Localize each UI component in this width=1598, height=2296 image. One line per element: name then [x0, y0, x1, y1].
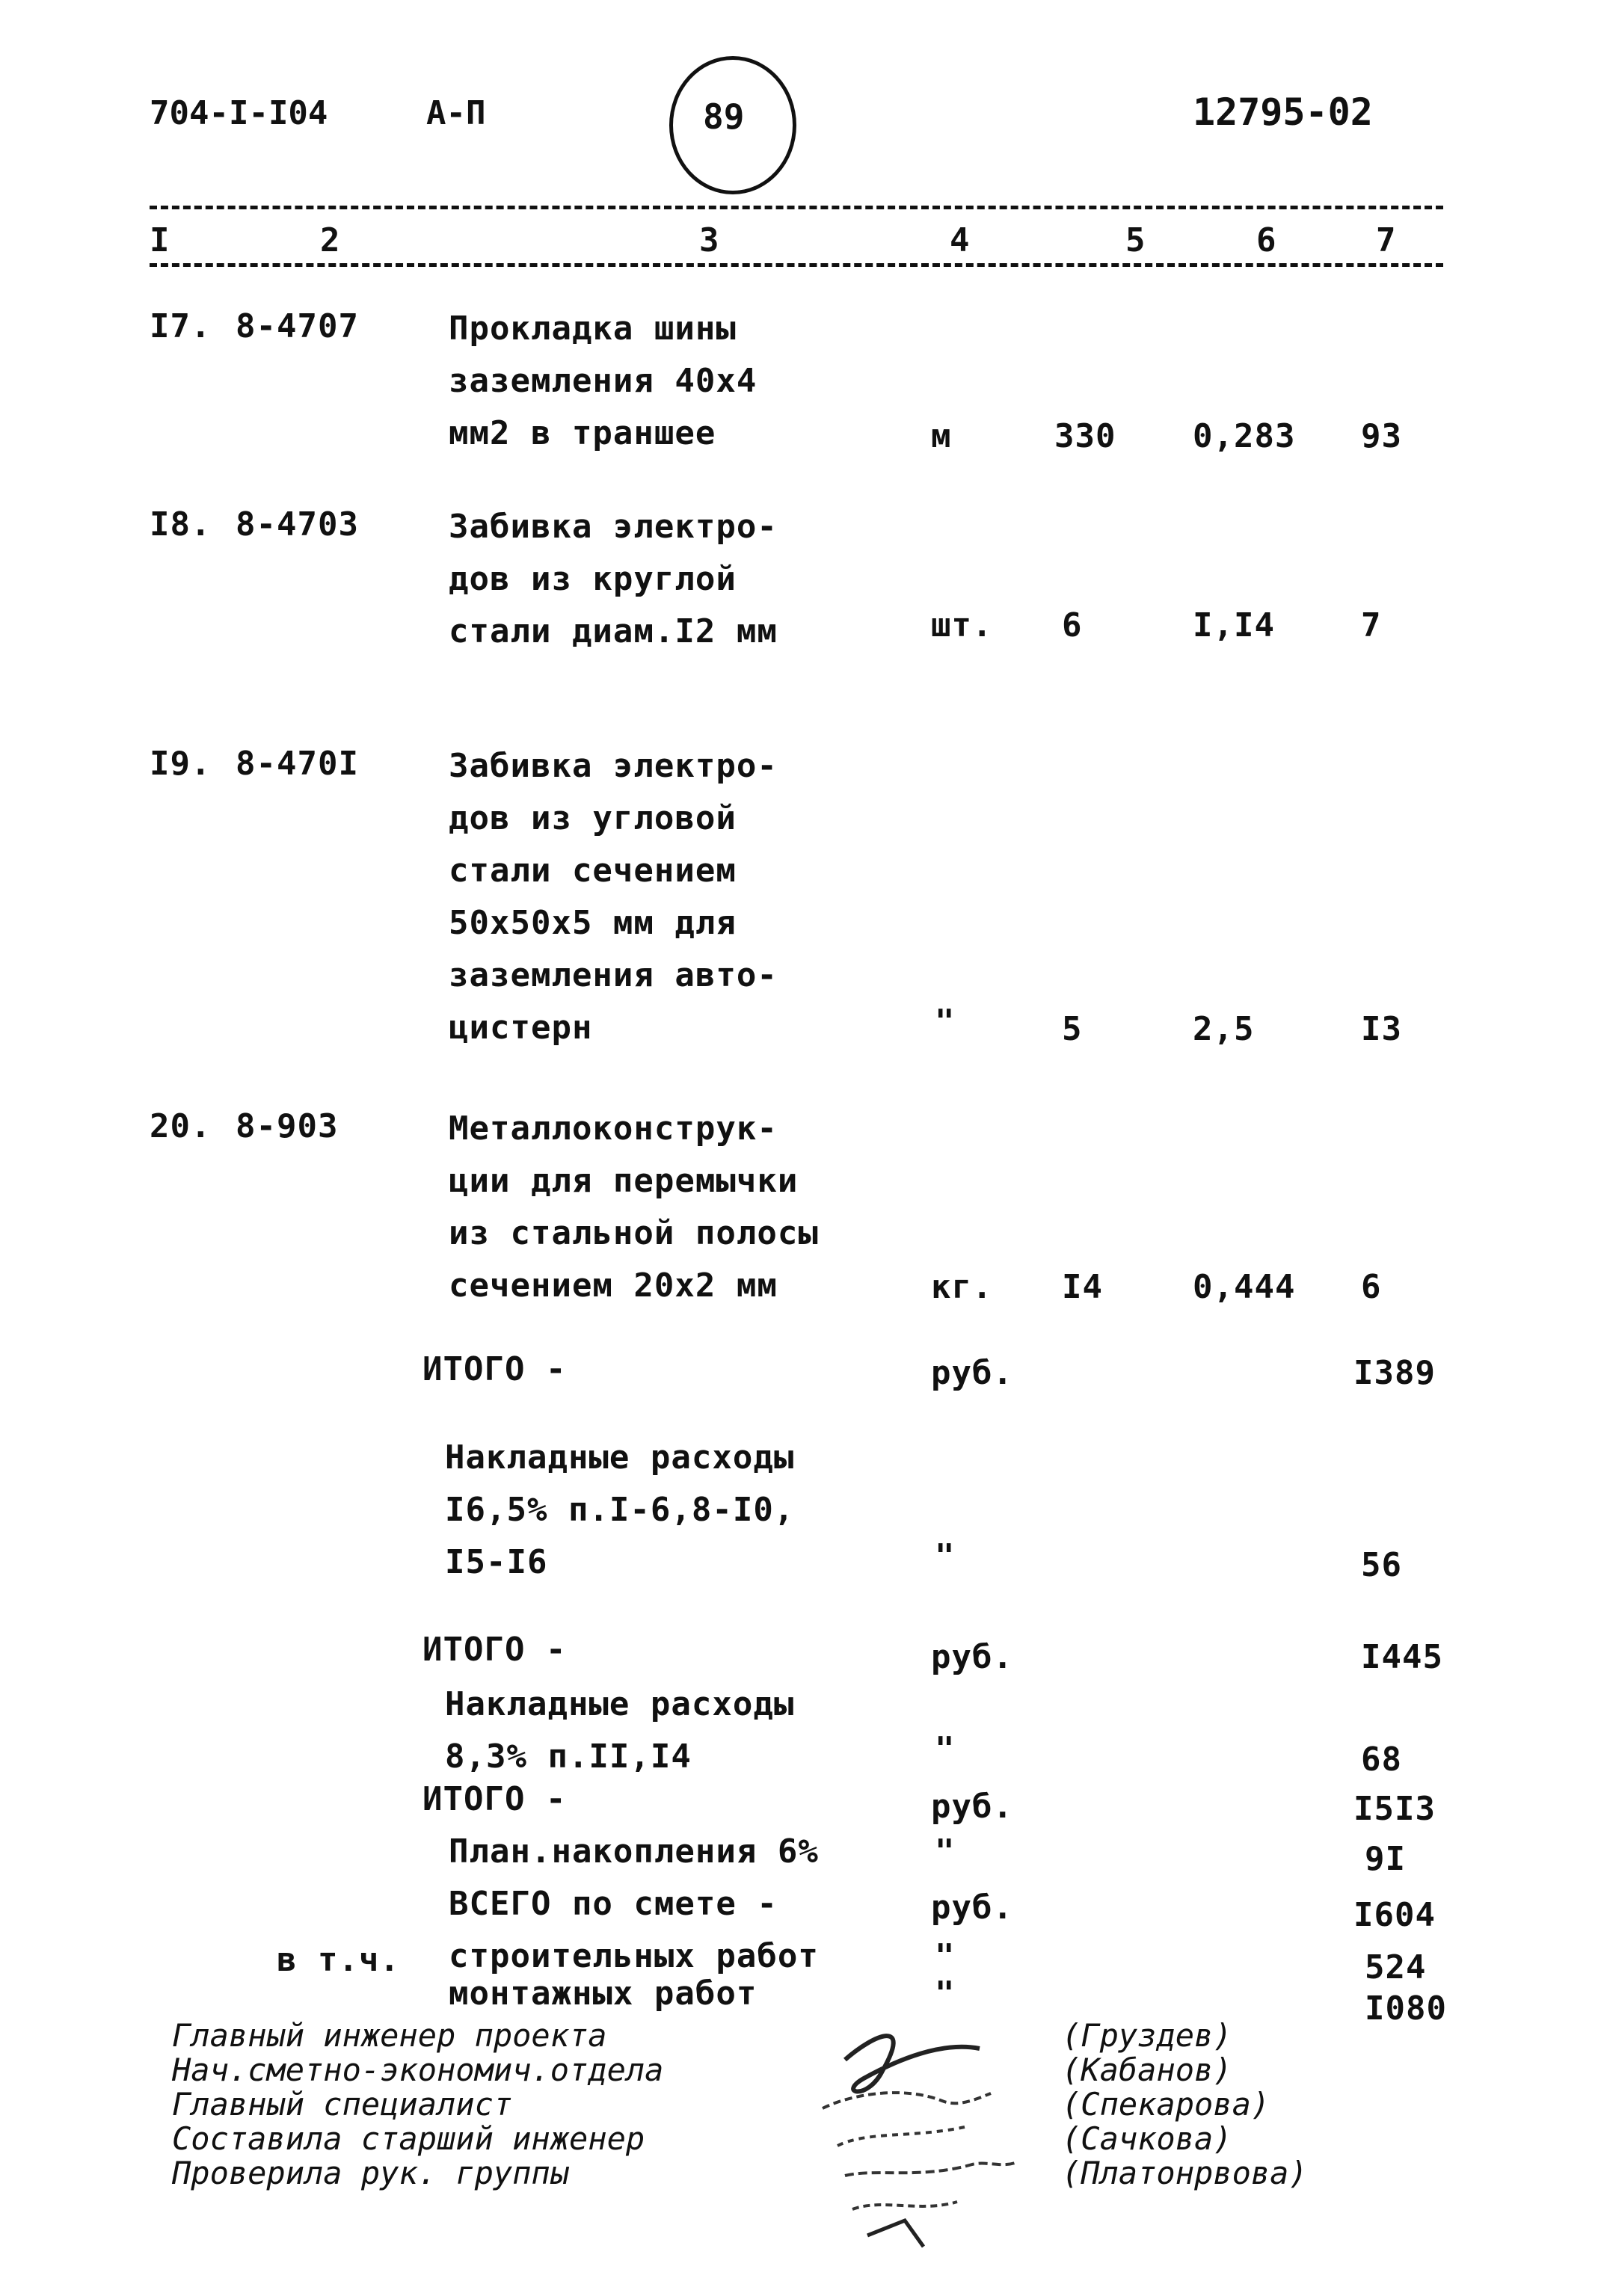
signature-role: Проверила рук. группы — [172, 2155, 570, 2191]
summary-label: ИТОГО - — [422, 1350, 567, 1388]
row-code: 8-903 — [236, 1107, 339, 1145]
description-line: Прокладка шины — [449, 310, 737, 348]
summary-unit: руб. — [931, 1889, 1013, 1927]
col-header-1: I — [150, 221, 170, 259]
row-description — [449, 1103, 819, 1312]
summary-label: ИТОГО - — [422, 1631, 567, 1669]
signature-role: Главный инженер проекта — [172, 2017, 607, 2054]
row-quantity: I4 — [1062, 1268, 1103, 1306]
description-line: дов из круглой — [449, 560, 737, 598]
page-number: 89 — [703, 96, 745, 137]
col-header-4: 4 — [950, 221, 970, 259]
col-header-2: 2 — [320, 221, 340, 259]
summary-total: I445 — [1361, 1638, 1443, 1676]
row-total: I3 — [1361, 1010, 1402, 1048]
signature-name: (Спекарова) — [1062, 2086, 1270, 2123]
grand-total-label: ВСЕГО по смете - — [449, 1885, 778, 1923]
signature-role: Составила старший инженер — [172, 2120, 645, 2157]
document-code: 704-I-I04 — [150, 94, 328, 132]
description-line: мм2 в траншее — [449, 414, 716, 452]
description-line: Металлоконструк- — [449, 1109, 778, 1148]
summary-label: строительных работ — [449, 1937, 819, 1975]
signature-name: (Платонрвова) — [1062, 2155, 1308, 2191]
row-code: 8-470I — [236, 745, 359, 783]
summary-label: ИТОГО - — [422, 1780, 567, 1818]
summary-total: I389 — [1353, 1354, 1436, 1392]
summary-total: I080 — [1365, 1989, 1447, 2028]
row-unit: " — [935, 1003, 956, 1041]
row-number: I7. — [150, 307, 212, 345]
signature-name: (Груздев) — [1062, 2017, 1232, 2054]
summary-total: 524 — [1365, 1948, 1427, 1986]
row-number: I8. — [150, 505, 212, 544]
description-line: заземления авто- — [449, 956, 778, 994]
summary-unit: " — [935, 1937, 956, 1975]
col-header-6: 6 — [1256, 221, 1276, 259]
row-total: 93 — [1361, 417, 1402, 455]
description-line: сечением 20х2 мм — [449, 1267, 778, 1305]
col-header-3: 3 — [699, 221, 719, 259]
description-line: Накладные расходы — [445, 1438, 795, 1477]
row-total: 6 — [1361, 1268, 1382, 1306]
description-line: заземления 40х4 — [449, 362, 757, 400]
summary-total: 68 — [1361, 1741, 1402, 1779]
row-number: I9. — [150, 745, 212, 783]
row-description — [449, 303, 757, 460]
summary-description — [445, 1678, 794, 1783]
signature-names — [1062, 2019, 1308, 2191]
description-line: Накладные расходы — [445, 1685, 795, 1723]
description-line: 8,3% п.II,I4 — [445, 1738, 692, 1776]
including-label: в т.ч. — [277, 1941, 400, 1979]
description-line: I6,5% п.I-6,8-I0, — [445, 1491, 795, 1529]
summary-total: I5I3 — [1353, 1790, 1436, 1828]
description-line: ции для перемычки — [449, 1162, 799, 1200]
description-line: 50х50х5 мм для — [449, 904, 737, 942]
row-unit: шт. — [931, 606, 993, 644]
description-line: стали сечением — [449, 852, 737, 890]
summary-unit: руб. — [931, 1638, 1013, 1676]
summary-label: План.накопления 6% — [449, 1832, 819, 1871]
description-line: из стальной полосы — [449, 1214, 819, 1252]
signature-name: (Сачкова) — [1062, 2120, 1232, 2157]
summary-unit: " — [935, 1730, 956, 1768]
summary-unit: " — [935, 1537, 956, 1575]
row-price: 0,444 — [1193, 1268, 1296, 1306]
row-number: 20. — [150, 1107, 212, 1145]
summary-unit: " — [935, 1832, 956, 1871]
section-label: А-П — [426, 94, 486, 132]
summary-total: 56 — [1361, 1546, 1402, 1584]
signature-role: Главный специалист — [172, 2086, 513, 2123]
row-quantity: 6 — [1062, 606, 1083, 644]
summary-description — [445, 1432, 794, 1589]
summary-unit: " — [935, 1975, 956, 2013]
grand-total: I604 — [1353, 1896, 1436, 1934]
description-line: дов из угловой — [449, 799, 737, 837]
row-total: 7 — [1361, 606, 1382, 644]
row-quantity: 330 — [1054, 417, 1116, 455]
description-line: Забивка электро- — [449, 747, 778, 785]
summary-unit: руб. — [931, 1788, 1013, 1826]
description-line: цистерн — [449, 1009, 593, 1047]
reference-number: 12795-02 — [1193, 90, 1373, 134]
row-unit: кг. — [931, 1268, 993, 1306]
top-rule — [150, 206, 1443, 209]
summary-label: монтажных работ — [449, 1975, 757, 2013]
row-price: 0,283 — [1193, 417, 1296, 455]
row-description — [449, 740, 778, 1054]
description-line: стали диам.I2 мм — [449, 612, 778, 650]
col-header-5: 5 — [1125, 221, 1146, 259]
summary-unit: руб. — [931, 1354, 1013, 1392]
row-code: 8-4703 — [236, 505, 359, 544]
row-price: I,I4 — [1193, 606, 1275, 644]
description-line: I5-I6 — [445, 1543, 548, 1581]
signature-name: (Кабанов) — [1062, 2052, 1232, 2088]
row-code: 8-4707 — [236, 307, 359, 345]
summary-total: 9I — [1365, 1840, 1406, 1878]
signature-roles — [172, 2019, 663, 2191]
col-header-7: 7 — [1376, 221, 1396, 259]
row-price: 2,5 — [1193, 1010, 1255, 1048]
header-rule — [150, 263, 1443, 267]
description-line: Забивка электро- — [449, 508, 778, 546]
row-unit: м — [931, 417, 952, 455]
row-description — [449, 501, 778, 658]
signature-role: Нач.сметно-экономич.отдела — [172, 2052, 664, 2088]
handwritten-signatures — [793, 1989, 1039, 2258]
row-quantity: 5 — [1062, 1010, 1083, 1048]
